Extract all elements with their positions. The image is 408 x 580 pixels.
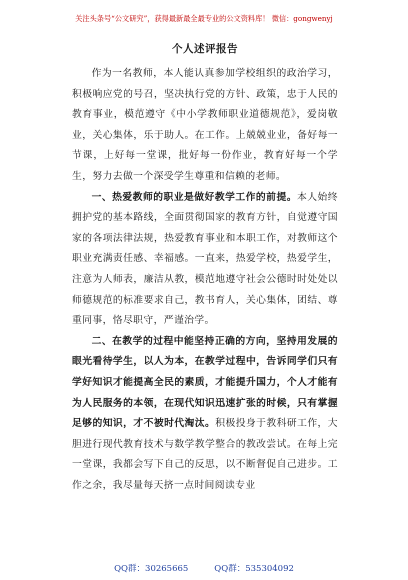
paragraph-section-two <box>72 332 338 497</box>
section-one-heading: 一、热爱教师的职业是做好教学工作的前提。 <box>91 191 297 203</box>
footer-qq-group-1: QQ群：30265665 <box>114 564 189 574</box>
section-two-body: 积极投身于教科研工作，大胆进行现代教育技术与数学教学整合的教改尝试。在每上完一堂课，我都会写下自己的反思，以不断督促自己进步。工作之余，我尽量每天挤一点时间阅读专业 <box>72 418 338 491</box>
paragraph-intro-text: 作为一名教师，本人能认真参加学校组织的政治学习，积极响应党的号召，坚决执行党的方针、政策，忠于人民的教育事业，模范遵守《中小学教师职业道德规范》，爱岗敬业，关心集体，乐于助人。在工作。上兢兢业业，备好每一节课，上好每一堂课，批好每一份作业，教育好每一个学生，努力去做一个深受学生尊重和信赖的老师。 <box>72 68 338 182</box>
section-one-body: 本人始终拥护党的基本路线，全面贯彻国家的教育方针，自觉遵守国家的各项法律法规，热爱教育事业和本职工作，对教师这个职业充满责任感、幸福感。一直来，热爱学校，热爱学生，注意为人师表，廉洁从教，模范地遵守社会公德时时处处以师德规范的标准要求自己，教书育人，关心集体，团结、尊重同事，恪尽职守，严谨治学。 <box>72 191 338 327</box>
document-title: 个人述评报告 <box>172 43 238 55</box>
header-banner: 关注头条号“公文研究”，获得最新最全最专业的公文资料库！ 微信：gongwenyj <box>75 14 333 23</box>
document-body <box>72 38 338 496</box>
paragraph-section-one <box>72 188 338 332</box>
paragraph-intro <box>72 64 338 188</box>
section-two-heading: 二、在教学的过程中能坚持正确的方向，坚持用发展的眼光看待学生，以人为本，在教学过程中，告诉同学们只有学好知识才能提高全民的素质，才能提升国力，个人才能有为人民服务的本领，在现代知识迅速扩张的时候，只有掌握足够的知识，才不被时代淘汰。 <box>72 335 338 430</box>
footer-contacts <box>0 562 408 574</box>
footer-qq-group-2: QQ群：535304092 <box>214 564 294 574</box>
